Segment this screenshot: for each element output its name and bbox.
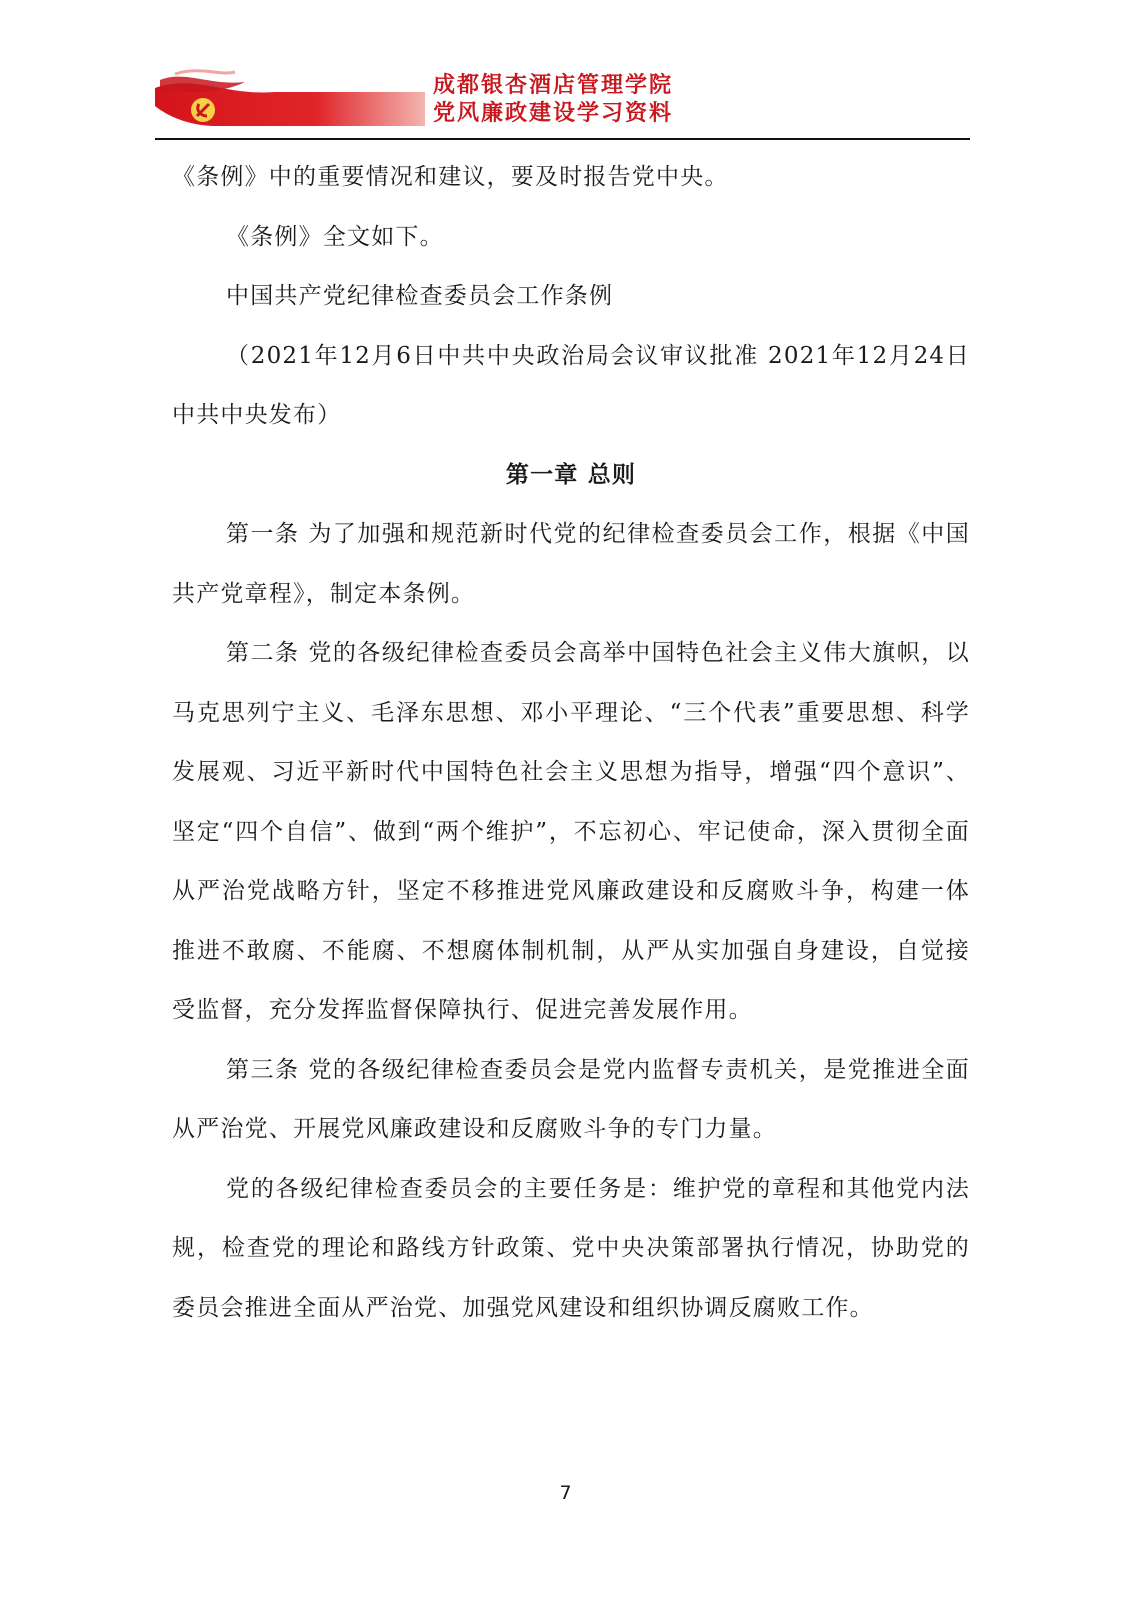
page-number: 7 [559,1482,572,1504]
header-divider [155,138,970,140]
page-header [155,66,970,142]
chapter-heading: 第一章 总则 [505,461,637,488]
party-emblem-banner-icon [155,66,425,130]
document-body [172,148,970,1338]
regulation-title: 中国共产党纪律检查委员会工作条例 [226,283,614,309]
paragraph: 《条例》全文如下。 [226,223,444,250]
article-1: 第一条 为了加强和规范新时代党的纪律检查委员会工作，根据《中国共产党章程》，制定本条例。 [172,521,970,607]
approval-note: （2021年12月6日中共中央政治局会议审议批准 2021年12月24日中共中央发布） [172,342,970,428]
header-title-line1: 成都银杏酒店管理学院 [433,73,674,98]
header-title [433,72,673,128]
paragraph: 党的各级纪律检查委员会的主要任务是：维护党的章程和其他党内法规，检查党的理论和路线方针政策、党中央决策部署执行情况，协助党的委员会推进全面从严治党、加强党风建设和组织协调反腐败工作。 [172,1175,970,1321]
article-2: 第二条 党的各级纪律检查委员会高举中国特色社会主义伟大旗帜，以马克思列宁主义、毛泽东思想、邓小平理论、“三个代表”重要思想、科学发展观、习近平新时代中国特色社会主义思想为指导，增强“四个意识”、坚定“四个自信”、做到“两个维护”，不忘初心、牢记使命，深入贯彻全面从严治党战略方针，坚定不移推进党风廉政建设和反腐败斗争，构建一体推进不敢腐、不能腐、不想腐体制机制，从严从实加强自身建设，自觉接受监督，充分发挥监督保障执行、促进完善发展作用。 [172,640,970,1023]
article-3: 第三条 党的各级纪律检查委员会是党内监督专责机关，是党推进全面从严治党、开展党风廉政建设和反腐败斗争的专门力量。 [172,1056,970,1142]
header-title-line2: 党风廉政建设学习资料 [433,101,674,126]
paragraph: 《条例》中的重要情况和建议，要及时报告党中央。 [172,164,729,190]
